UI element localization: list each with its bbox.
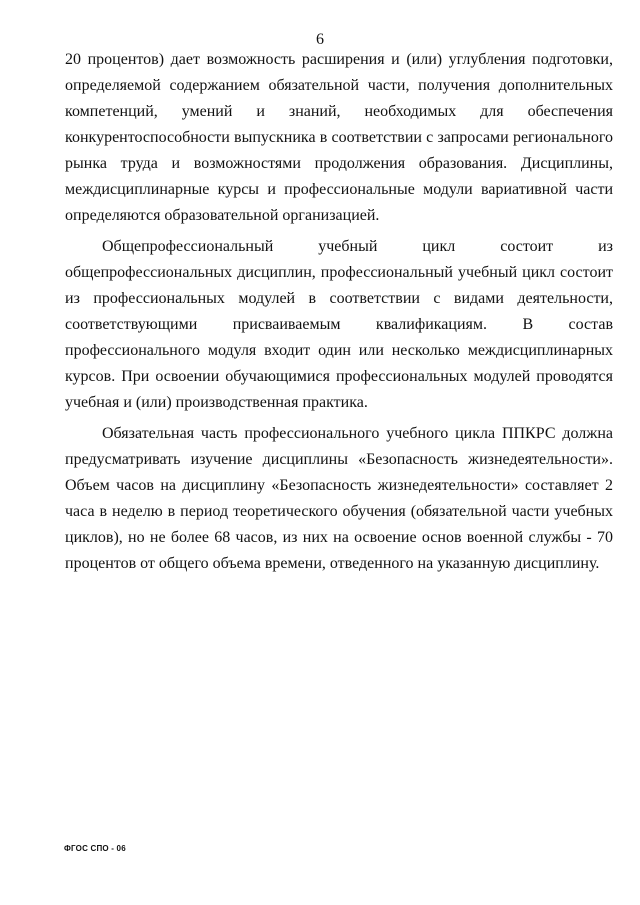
- document-body: [65, 47, 613, 577]
- page-number: 6: [316, 31, 324, 48]
- paragraph-life-safety: Обязательная часть профессионального учебного цикла ППКРС должна предусматривать изучение дисциплины «Безопасность жизнедеятельности». Объем часов на дисциплину «Безопасность жизнедеятельности» составляет 2 часа в неделю в период теоретического обучения (обязательной части учебных циклов), но не более 68 часов, из них на освоение основ военной службы - 70 процентов от общего объема времени, отведенного на указанную дисциплину.: [65, 425, 613, 572]
- footer-document-code: ФГОС СПО - 06: [64, 844, 126, 853]
- paragraph-professional-cycle: Общепрофессиональный учебный цикл состоит из общепрофессиональных дисциплин, профессиональный учебный цикл состоит из профессиональных модулей в соответствии с видами деятельности, соответствующими присваиваемым квалификациям. В состав профессионального модуля входит один или несколько междисциплинарных курсов. При освоении обучающимися профессиональных модулей проводятся учебная и (или) производственная практика.: [65, 238, 613, 411]
- paragraph-continuation: 20 процентов) дает возможность расширения и (или) углубления подготовки, определяемой содержанием обязательной части, получения дополнительных компетенций, умений и знаний, необходимых для обеспечения конкурентоспособности выпускника в соответствии с запросами регионального рынка труда и возможностями продолжения образования. Дисциплины, междисциплинарные курсы и профессиональные модули вариативной части определяются образовательной организацией.: [65, 51, 613, 224]
